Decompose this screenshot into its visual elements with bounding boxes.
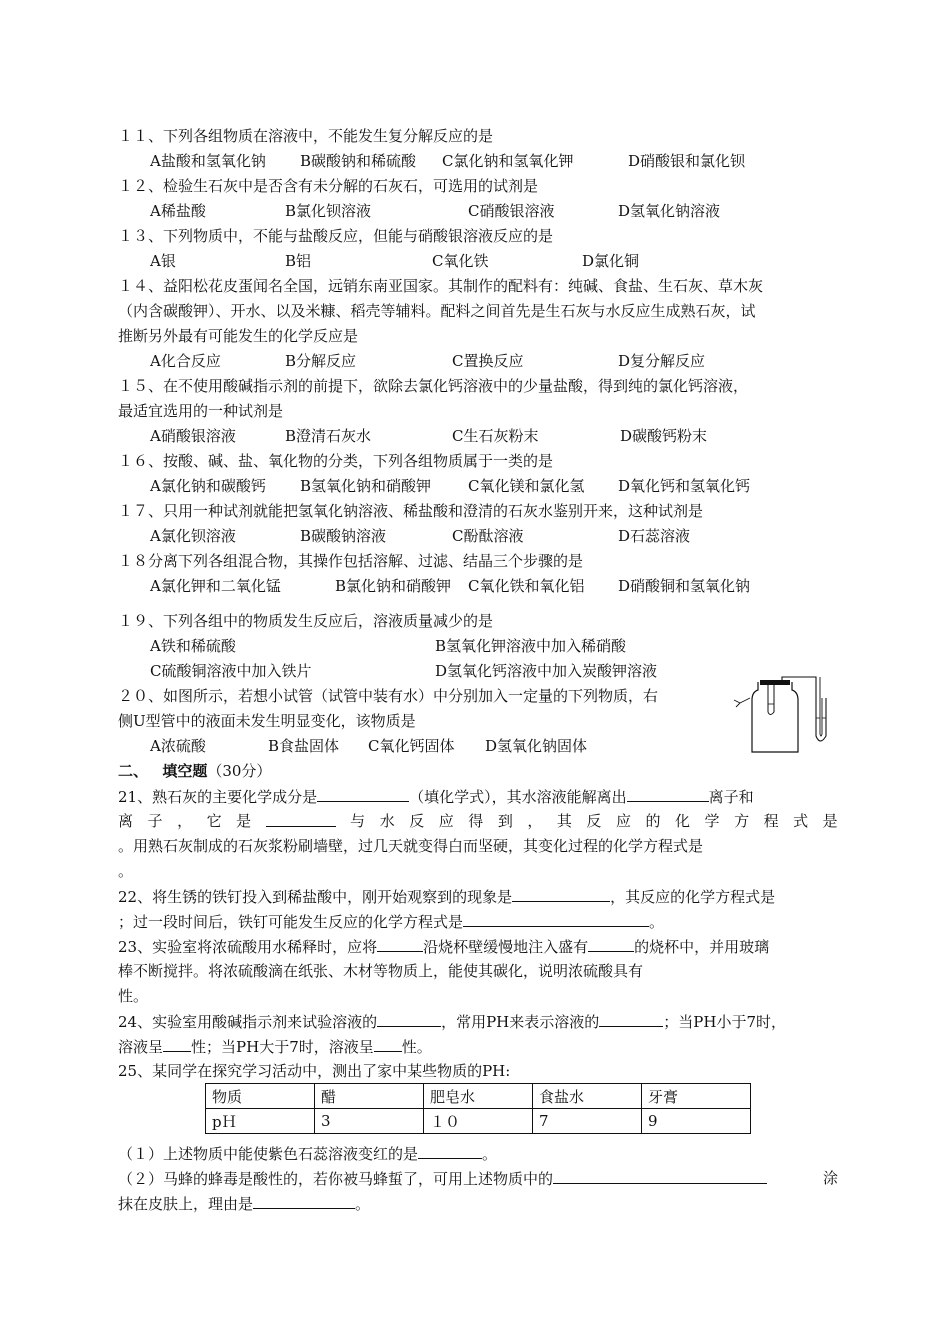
table-cell: 7	[533, 1109, 642, 1134]
q17-option-c: C酚酞溶液	[452, 527, 524, 545]
q21-char: 应	[438, 812, 454, 830]
q15-option-d: D碳酸钙粉末	[620, 427, 708, 445]
q21-text-b: （填化学式），其水溶液能解离出	[409, 788, 627, 806]
q24-blank-1[interactable]	[377, 1010, 441, 1027]
q14-option-b: B分解反应	[285, 352, 357, 370]
q21-blank-reactant[interactable]	[266, 810, 336, 827]
q23-text-c: 的烧杯中，并用玻璃	[634, 938, 770, 956]
q24-line-2	[118, 1035, 432, 1057]
q25-part-2-group	[118, 1167, 767, 1189]
q24-line-1	[118, 1010, 786, 1032]
section-2-heading	[118, 760, 271, 782]
q20-option-a: A浓硫酸	[150, 737, 206, 755]
q22-line-1	[118, 885, 775, 907]
q15-options	[150, 425, 770, 447]
table-cell: pＨ	[206, 1109, 315, 1134]
q12-options	[150, 200, 770, 222]
q13-option-a: A银	[150, 252, 176, 270]
q11-option-c: C氯化钠和氢氧化钾	[442, 152, 574, 170]
q25-part-2-line-1	[118, 1167, 838, 1189]
q21-char: 应	[615, 812, 631, 830]
q14-options	[150, 350, 770, 372]
table-cell: 肥皂水	[424, 1084, 533, 1109]
table-cell: １０	[424, 1109, 533, 1134]
apparatus-figure	[730, 676, 840, 756]
q22-text-a: 22、将生锈的铁钉投入到稀盐酸中，刚开始观察到的现象是	[118, 888, 513, 906]
q25-stem: 25、某同学在探究学习活动中，测出了家中某些物质的PH:	[118, 1062, 511, 1080]
table-cell: 物质	[206, 1084, 315, 1109]
section-2-score: （30分）	[207, 762, 272, 780]
q17-options	[150, 525, 770, 547]
q18-options	[150, 575, 790, 597]
q21-char: 水	[379, 812, 395, 830]
q22-blank-phenomenon[interactable]	[512, 885, 610, 902]
q19-options-row-1	[150, 635, 710, 657]
q15-option-b: B澄清石灰水	[285, 427, 372, 445]
table-cell: 食盐水	[533, 1084, 642, 1109]
q21-char: 是	[236, 812, 252, 830]
q16-options	[150, 475, 790, 497]
q22-text-c: ；过一段时间后，铁钉可能发生反应的化学方程式是	[118, 913, 464, 931]
q24-text-c: ；当PH小于7时，	[663, 1013, 786, 1031]
q19-option-b: B氢氧化钾溶液中加入稀硝酸	[435, 637, 627, 655]
q18-option-b: B氯化钠和硝酸钾	[335, 577, 452, 595]
q13-option-d: D氯化铜	[582, 252, 640, 270]
q21-char: 反	[409, 812, 425, 830]
q21-line-3: 。用熟石灰制成的石灰浆粉刷墙壁，过几天就变得白而坚硬，其变化过程的化学方程式是	[118, 837, 704, 855]
q21-line-4: 。	[118, 862, 134, 880]
q19-stem: １９、下列各组中的物质发生反应后，溶液质量减少的是	[118, 612, 494, 630]
q25-blank-3[interactable]	[253, 1192, 355, 1209]
q17-stem: １７、只用一种试剂就能把氢氧化钠溶液、稀盐酸和澄清的石灰水鉴别开来，这种试剂是	[118, 502, 704, 520]
q19-option-d: D氢氧化钙溶液中加入炭酸钾溶液	[435, 662, 658, 680]
q17-option-a: A氯化钡溶液	[150, 527, 236, 545]
q20-option-d: D氢氧化钠固体	[485, 737, 588, 755]
q20-line-1: ２０、如图所示，若想小试管（试管中装有水）中分别加入一定量的下列物质，右	[118, 687, 659, 705]
q11-option-b: B碳酸钠和稀硫酸	[300, 152, 417, 170]
q13-stem: １３、下列物质中，不能与盐酸反应，但能与硝酸银溶液反应的是	[118, 227, 554, 245]
q14-line-2: （内含碳酸钾）、开水、以及米糠、稻壳等辅料。配料之间首先是生石灰与水反应生成熟石灰，试	[118, 302, 756, 320]
q16-option-d: D氧化钙和氢氧化钙	[618, 477, 751, 495]
table-row	[206, 1109, 751, 1134]
table-cell: 3	[315, 1109, 424, 1134]
q25-part-2-line-2	[118, 1192, 370, 1214]
q21-char: ，	[527, 812, 543, 830]
q21-char: 是	[822, 812, 838, 830]
q21-char: 它	[206, 812, 222, 830]
q18-stem: １８分离下列各组混合物，其操作包括溶解、过滤、结晶三个步骤的是	[118, 552, 584, 570]
q23-text-a: 23、实验室将浓硫酸用水稀释时，应将	[118, 938, 378, 956]
q12-option-b: B氯化钡溶液	[285, 202, 372, 220]
q22-text-d: 。	[649, 913, 665, 931]
q25-part-2-end: 。	[355, 1195, 371, 1213]
q13-option-b: B铝	[285, 252, 312, 270]
q21-char: 与	[350, 812, 366, 830]
q25-part-1-text: （１）上述物质中能使紫色石蕊溶液变红的是	[118, 1145, 419, 1163]
q25-part-1	[118, 1142, 497, 1164]
q11-option-a: A盐酸和氢氧化钠	[150, 152, 266, 170]
table-row	[206, 1084, 751, 1109]
q21-char: 反	[586, 812, 602, 830]
q25-blank-2[interactable]	[553, 1167, 767, 1184]
q12-stem: １２、检验生石灰中是否含有未分解的石灰石，可选用的试剂是	[118, 177, 539, 195]
q20-option-c: C氧化钙固体	[368, 737, 455, 755]
q25-part-2-tail: 涂	[822, 1169, 838, 1187]
q21-char: 到	[497, 812, 513, 830]
q24-text-a: 24、实验室用酸碱指示剂来试验溶液的	[118, 1013, 378, 1031]
q21-blank-formula[interactable]	[317, 785, 409, 802]
q13-option-c: C氧化铁	[432, 252, 489, 270]
q24-text-e: 性；当PH大于7时，溶液呈	[191, 1038, 374, 1056]
section-2-number: 二、	[118, 762, 149, 780]
q21-char: 式	[793, 812, 809, 830]
q17-option-d: D石蕊溶液	[618, 527, 691, 545]
q15-line-1: １５、在不使用酸碱指示剂的前提下，欲除去氯化钙溶液中的少量盐酸，得到纯的氯化钙溶液，	[118, 377, 749, 395]
q19-option-a: A铁和稀硫酸	[150, 637, 236, 655]
q21-char: ，	[177, 812, 193, 830]
q18-option-a: A氯化钾和二氧化锰	[150, 577, 281, 595]
q25-blank-1[interactable]	[418, 1142, 482, 1159]
q15-line-2: 最适宜选用的一种试剂是	[118, 402, 284, 420]
q21-line-2	[118, 810, 838, 832]
q21-char: 的	[645, 812, 661, 830]
q24-blank-4[interactable]	[374, 1035, 402, 1052]
q11-option-d: D硝酸银和氯化钡	[628, 152, 746, 170]
q19-options-row-2	[150, 660, 710, 682]
q21-char: 离	[118, 812, 134, 830]
q14-line-3: 推断另外最有可能发生的化学反应是	[118, 327, 359, 345]
q15-option-a: A硝酸银溶液	[150, 427, 236, 445]
q23-line-2: 棒不断搅拌。将浓硫酸滴在纸张、木材等物质上，能使其碳化，说明浓硫酸具有	[118, 962, 644, 980]
q15-option-c: C生石灰粉末	[452, 427, 539, 445]
q20-option-b: B食盐固体	[268, 737, 340, 755]
q12-option-c: C硝酸银溶液	[468, 202, 555, 220]
q20-line-2: 侧U型管中的液面未发生明显变化，该物质是	[118, 712, 416, 730]
q14-option-a: A化合反应	[150, 352, 221, 370]
q22-line-2	[118, 910, 664, 932]
q23-line-1	[118, 935, 769, 957]
q21-char: 程	[763, 812, 779, 830]
q25-part-1-end: 。	[482, 1145, 498, 1163]
q21-text-c: 离子和	[708, 788, 754, 806]
q24-text-b: ，常用PH来表示溶液的	[441, 1013, 600, 1031]
q18-option-c: C氧化铁和氧化铝	[468, 577, 585, 595]
q21-char: 其	[556, 812, 572, 830]
q19-option-c: C硫酸铜溶液中加入铁片	[150, 662, 312, 680]
q23-blank-1[interactable]	[377, 935, 423, 952]
q13-options	[150, 250, 770, 272]
section-2-title: 填空题	[162, 762, 208, 780]
q22-blank-equation[interactable]	[463, 910, 649, 927]
table-cell: 牙膏	[642, 1084, 751, 1109]
q16-option-a: A氯化钠和碳酸钙	[150, 477, 266, 495]
q20-options	[150, 735, 620, 757]
q18-option-d: D硝酸铜和氢氧化钠	[618, 577, 751, 595]
q21-blank-ion-1[interactable]	[627, 785, 709, 802]
q21-line-1	[118, 785, 754, 807]
q14-line-1: １４、益阳松花皮蛋闻名全国，远销东南亚国家。其制作的配料有：纯碱、食盐、生石灰、草木灰	[118, 277, 764, 295]
ph-table	[205, 1083, 751, 1134]
q23-text-b: 沿烧杯壁缓慢地注入盛有	[423, 938, 589, 956]
q23-line-3: 性。	[118, 987, 149, 1005]
q24-blank-2[interactable]	[599, 1010, 663, 1027]
q23-blank-2[interactable]	[588, 935, 634, 952]
table-cell: 醋	[315, 1084, 424, 1109]
q21-char: 方	[734, 812, 750, 830]
q21-char: 得	[468, 812, 484, 830]
q21-char: 学	[704, 812, 720, 830]
q16-option-c: C氧化镁和氯化氢	[468, 477, 585, 495]
q12-option-d: D氢氧化钠溶液	[618, 202, 721, 220]
q25-part-2-reason: 抹在皮肤上，理由是	[118, 1195, 254, 1213]
q21-text-a: 21、熟石灰的主要化学成分是	[118, 788, 318, 806]
q21-char: 子	[147, 812, 163, 830]
q24-blank-3[interactable]	[163, 1035, 191, 1052]
q24-text-f: 性。	[401, 1038, 432, 1056]
q14-option-c: C置换反应	[452, 352, 524, 370]
q21-char: 化	[675, 812, 691, 830]
q17-option-b: B碳酸钠溶液	[300, 527, 387, 545]
q14-option-d: D复分解反应	[618, 352, 706, 370]
q12-option-a: A稀盐酸	[150, 202, 206, 220]
q25-part-2-text: （２）马蜂的蜂毒是酸性的，若你被马蜂蜇了，可用上述物质中的	[118, 1170, 554, 1188]
q16-option-b: B氢氧化钠和硝酸钾	[300, 477, 432, 495]
q24-text-d: 溶液呈	[118, 1038, 164, 1056]
q16-stem: １６、按酸、碱、盐、氧化物的分类，下列各组物质属于一类的是	[118, 452, 554, 470]
q22-text-b: ，其反应的化学方程式是	[610, 888, 776, 906]
q11-stem: １１、下列各组物质在溶液中，不能发生复分解反应的是	[118, 127, 494, 145]
table-cell: 9	[642, 1109, 751, 1134]
q11-options	[150, 150, 770, 172]
